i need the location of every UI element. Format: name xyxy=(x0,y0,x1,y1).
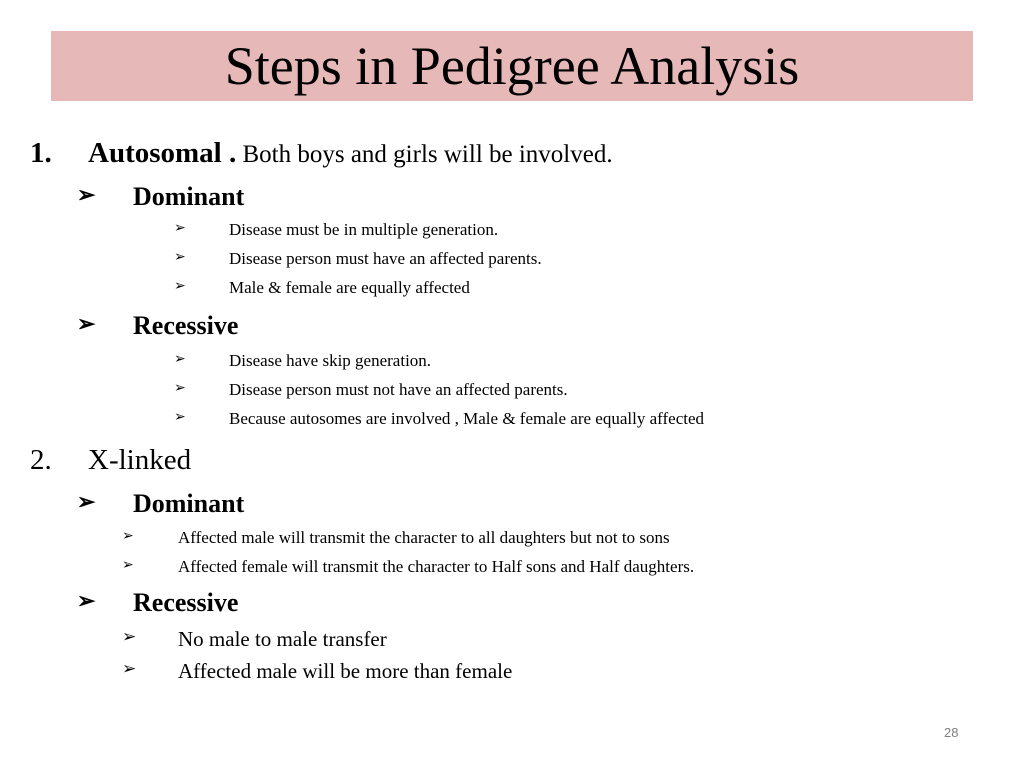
arrow-bullet-icon: ➢ xyxy=(122,558,134,573)
subsection-label: Dominant xyxy=(133,489,245,518)
arrow-bullet-icon: ➢ xyxy=(77,311,96,336)
list-item-text: Because autosomes are involved , Male & female are equally affected xyxy=(229,409,705,428)
list-item-text: Disease person must not have an affected parents. xyxy=(229,380,568,399)
arrow-bullet-icon: ➢ xyxy=(77,588,96,613)
page-number: 28 xyxy=(944,725,959,740)
arrow-bullet-icon: ➢ xyxy=(122,659,137,678)
section-number: 2. xyxy=(30,444,52,476)
section-heading-description: Both boys and girls will be involved. xyxy=(236,141,613,168)
list-item-text: Disease must be in multiple generation. xyxy=(229,220,499,239)
list-item-text: Disease person must have an affected parents. xyxy=(229,249,542,268)
section-heading-text xyxy=(88,137,613,170)
arrow-bullet-icon: ➢ xyxy=(174,381,186,396)
subsection-label: Dominant xyxy=(133,182,245,211)
subsection-label: Recessive xyxy=(133,588,239,617)
arrow-bullet-icon: ➢ xyxy=(122,529,134,544)
arrow-bullet-icon: ➢ xyxy=(77,489,96,514)
arrow-bullet-icon: ➢ xyxy=(174,279,186,294)
subsection-label: Recessive xyxy=(133,311,239,340)
arrow-bullet-icon: ➢ xyxy=(174,221,186,236)
list-item-text: No male to male transfer xyxy=(178,627,387,651)
list-item-text: Affected male will transmit the character to all daughters but not to sons xyxy=(178,528,670,547)
list-item-text: Affected female will transmit the character to Half sons and Half daughters. xyxy=(178,557,695,576)
arrow-bullet-icon: ➢ xyxy=(122,627,137,646)
section-heading-label: Autosomal . xyxy=(88,137,237,169)
list-item-text: Affected male will be more than female xyxy=(178,659,513,683)
list-item-text: Disease have skip generation. xyxy=(229,351,432,370)
title-banner xyxy=(51,31,973,101)
arrow-bullet-icon: ➢ xyxy=(174,250,186,265)
arrow-bullet-icon: ➢ xyxy=(77,182,96,207)
section-heading-label: X-linked xyxy=(88,444,192,476)
arrow-bullet-icon: ➢ xyxy=(174,410,186,425)
arrow-bullet-icon: ➢ xyxy=(174,352,186,367)
slide-title: Steps in Pedigree Analysis xyxy=(224,36,800,96)
list-item-text: Male & female are equally affected xyxy=(229,278,470,297)
section-number: 1. xyxy=(30,137,52,169)
